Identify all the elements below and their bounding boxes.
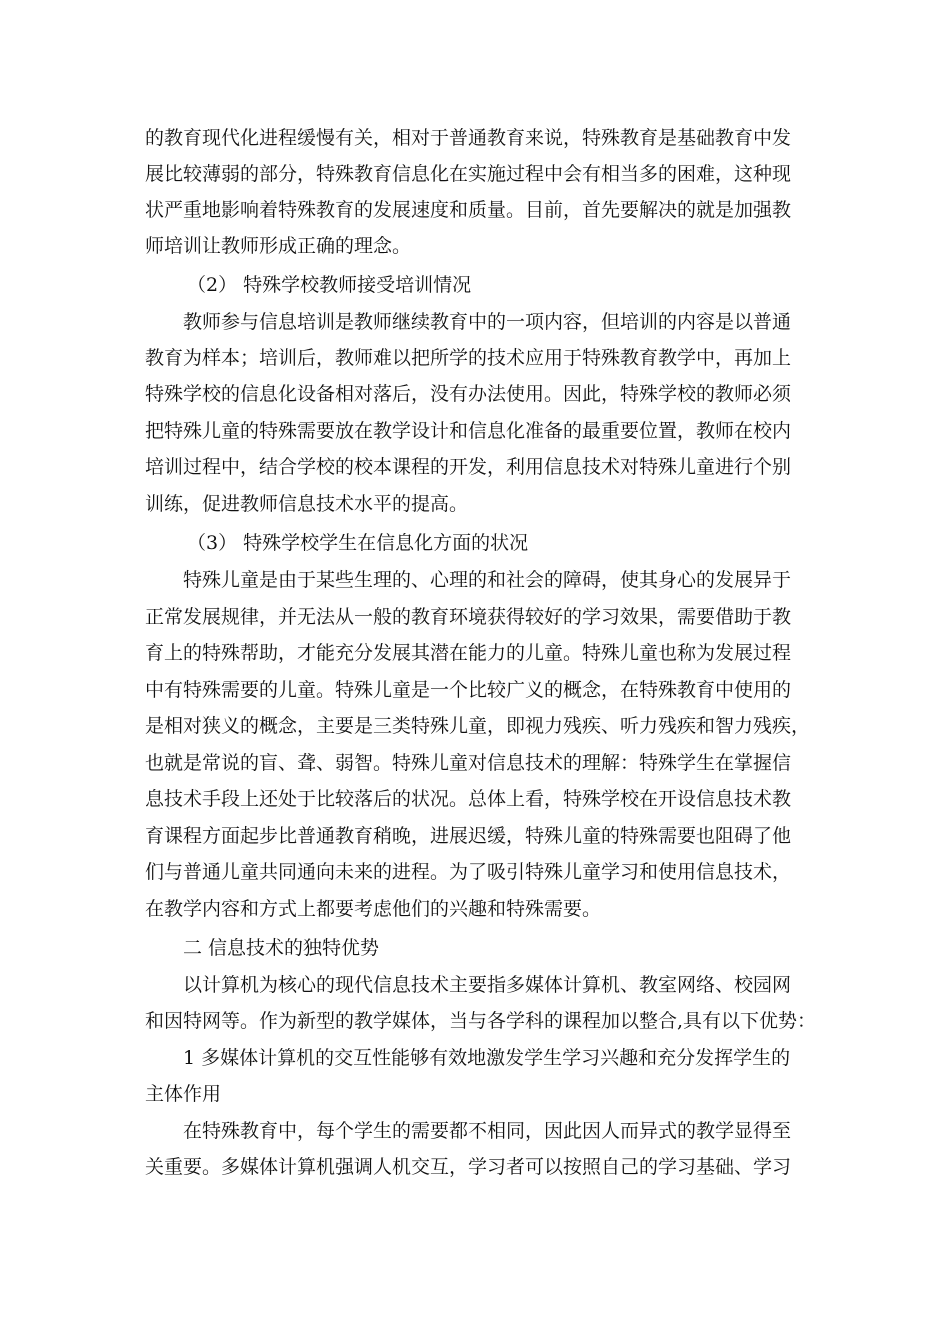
paragraph-line: 培训过程中，结合学校的校本课程的开发，利用信息技术对特殊儿童进行个别 (145, 456, 792, 478)
paragraph-line: 在教学内容和方式上都要考虑他们的兴趣和特殊需要。 (145, 898, 602, 920)
subheading-line: 主体作用 (145, 1083, 222, 1105)
paragraph-line: 把特殊儿童的特殊需要放在教学设计和信息化准备的最重要位置，教师在校内 (145, 420, 792, 442)
subsection-heading: （3） 特殊学校学生在信息化方面的状况 (187, 532, 529, 554)
paragraph-line: 是相对狭义的概念，主要是三类特殊儿童，即视力残疾、听力残疾和智力残疾， (145, 715, 811, 737)
paragraph-line: 育上的特殊帮助，才能充分发展其潜在能力的儿童。特殊儿童也称为发展过程 (145, 642, 792, 664)
paragraph-line: 育课程方面起步比普通教育稍晚，进展迟缓，特殊儿童的特殊需要也阻碍了他 (145, 825, 792, 847)
subheading-line: 1 多媒体计算机的交互性能够有效地激发学生学习兴趣和充分发挥学生的 (183, 1047, 791, 1069)
section-heading: 二 信息技术的独特优势 (183, 937, 380, 959)
paragraph-line: 的教育现代化进程缓慢有关，相对于普通教育来说，特殊教育是基础教育中发 (145, 127, 792, 149)
paragraph-line: 们与普通儿童共同通向未来的进程。为了吸引特殊儿童学习和使用信息技术， (145, 861, 792, 883)
paragraph-line: 关重要。多媒体计算机强调人机交互，学习者可以按照自己的学习基础、学习 (145, 1156, 792, 1178)
paragraph-line: 特殊学校的信息化设备相对落后，没有办法使用。因此，特殊学校的教师必须 (145, 383, 792, 405)
paragraph-line: 息技术手段上还处于比较落后的状况。总体上看，特殊学校在开设信息技术教 (145, 788, 792, 810)
subsection-heading: （2） 特殊学校教师接受培训情况 (187, 274, 472, 296)
paragraph-line: 特殊儿童是由于某些生理的、心理的和社会的障碍，使其身心的发展异于 (183, 569, 792, 591)
paragraph-line: 教育为样本；培训后，教师难以把所学的技术应用于特殊教育教学中，再加上 (145, 347, 792, 369)
paragraph-line: 也就是常说的盲、聋、弱智。特殊儿童对信息技术的理解：特殊学生在掌握信 (145, 752, 792, 774)
paragraph-line: 教师参与信息培训是教师继续教育中的一项内容，但培训的内容是以普通 (183, 311, 792, 333)
paragraph-line: 在特殊教育中，每个学生的需要都不相同，因此因人而异式的教学显得至 (183, 1120, 792, 1142)
paragraph-line: 训练，促进教师信息技术水平的提高。 (145, 493, 469, 515)
paragraph-line: 和因特网等。作为新型的教学媒体，当与各学科的课程加以整合,具有以下优势： (145, 1010, 817, 1032)
paragraph-line: 师培训让教师形成正确的理念。 (145, 235, 412, 257)
paragraph-line: 以计算机为核心的现代信息技术主要指多媒体计算机、教室网络、校园网 (183, 974, 792, 996)
paragraph-line: 中有特殊需要的儿童。特殊儿童是一个比较广义的概念，在特殊教育中使用的 (145, 679, 792, 701)
paragraph-line: 状严重地影响着特殊教育的发展速度和质量。目前，首先要解决的就是加强教 (145, 199, 792, 221)
paragraph-line: 正常发展规律，并无法从一般的教育环境获得较好的学习效果，需要借助于教 (145, 606, 792, 628)
paragraph-line: 展比较薄弱的部分，特殊教育信息化在实施过程中会有相当多的困难，这种现 (145, 163, 792, 185)
